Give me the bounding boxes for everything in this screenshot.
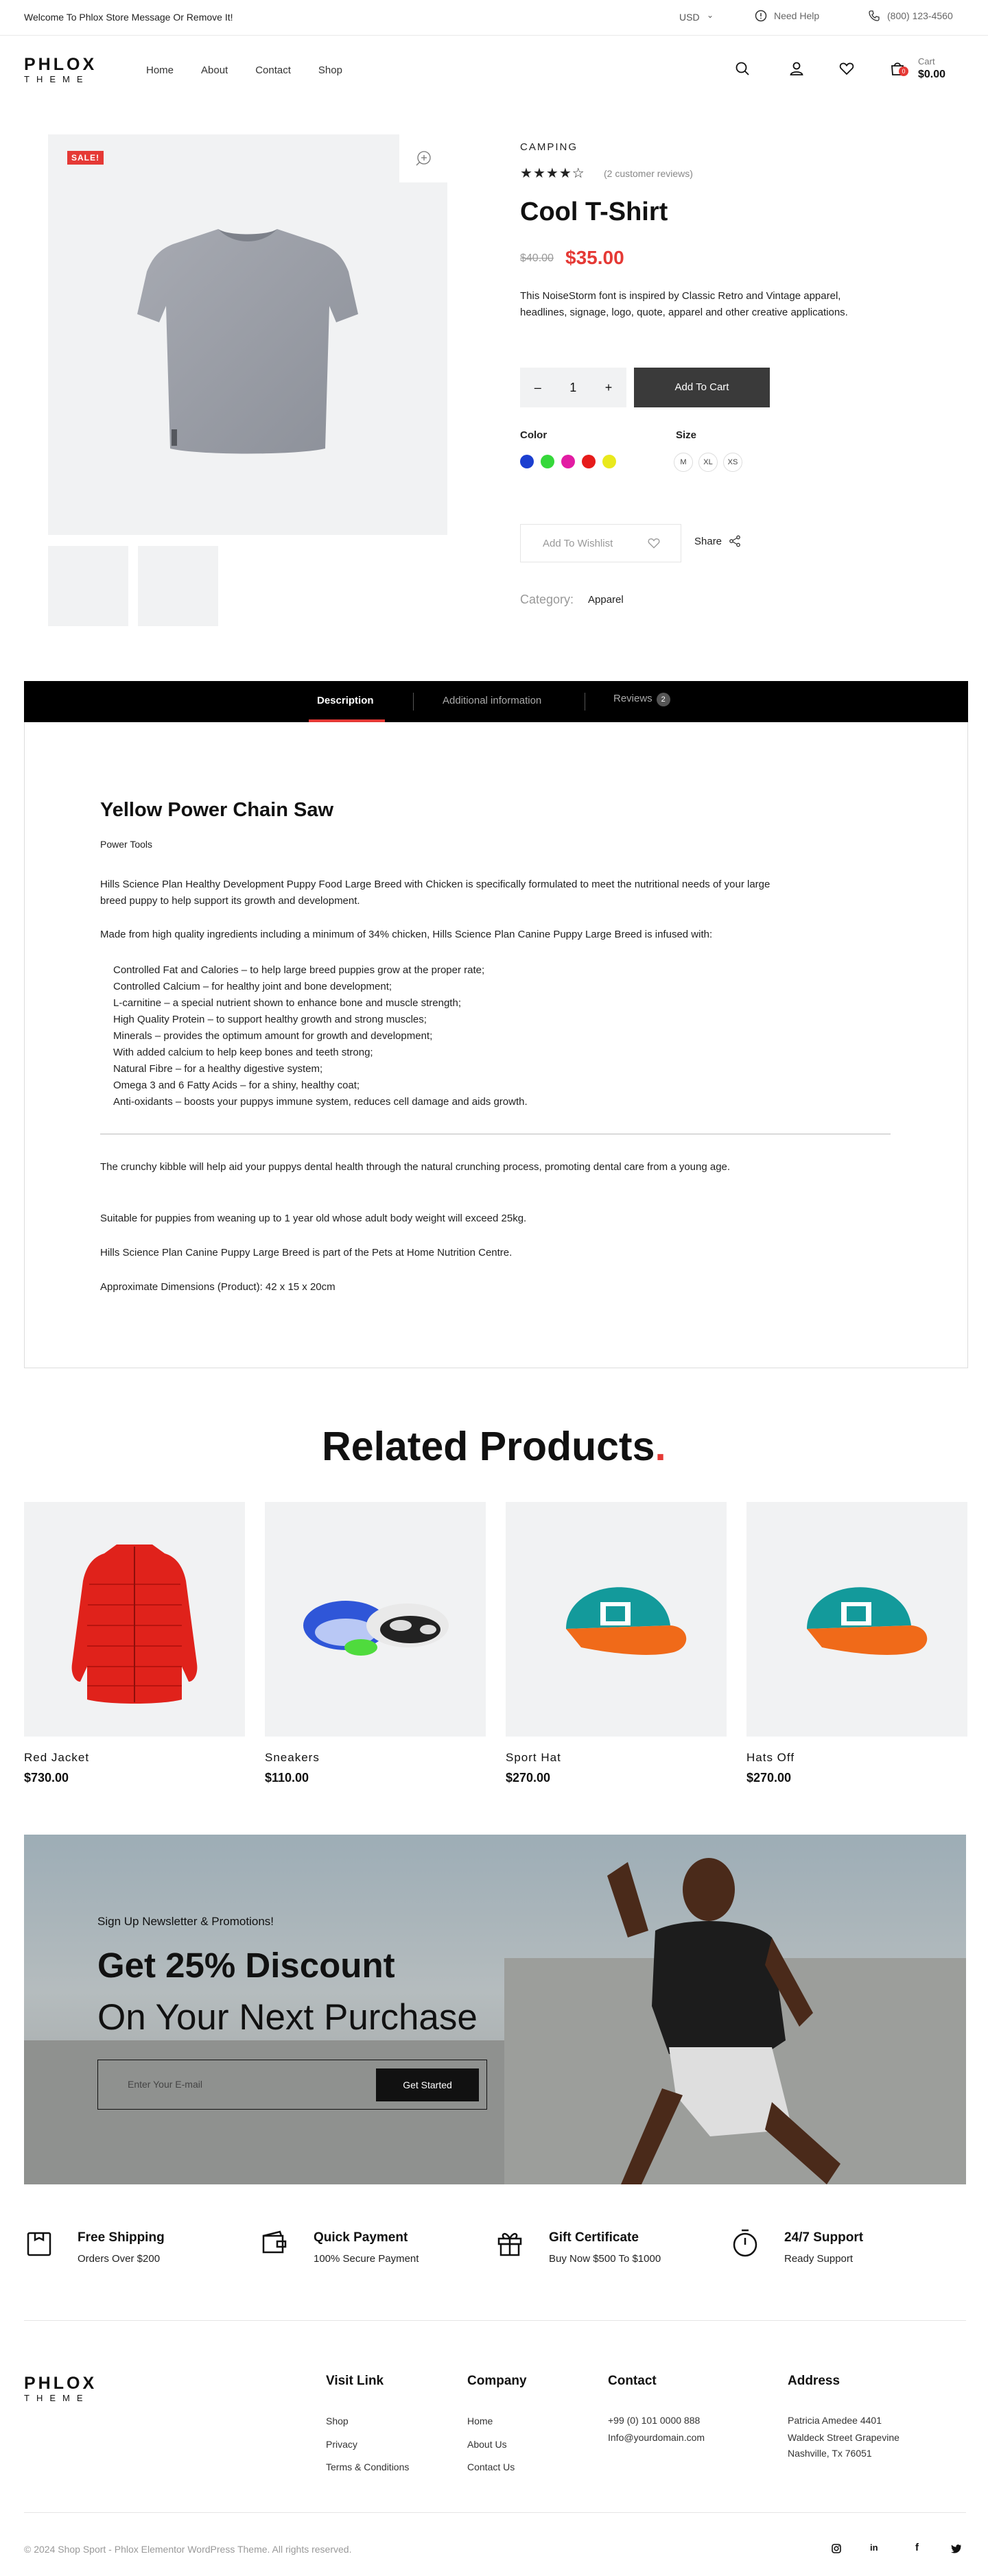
tab-reviews-label: Reviews bbox=[613, 693, 652, 704]
footer-link[interactable]: Home bbox=[467, 2416, 493, 2426]
zoom-icon bbox=[414, 150, 434, 169]
copyright: © 2024 Shop Sport - Phlox Elementor WordPress Theme. All rights reserved. bbox=[24, 2544, 352, 2555]
search-icon[interactable] bbox=[734, 60, 751, 77]
qty-value[interactable]: 1 bbox=[569, 380, 577, 394]
list-item: Natural Fibre – for a healthy digestive system; bbox=[113, 1063, 323, 1075]
wallet-icon bbox=[259, 2228, 290, 2258]
footer-address-line: Waldeck Street Grapevine bbox=[788, 2432, 899, 2443]
footer-heading-contact: Contact bbox=[608, 2374, 657, 2388]
hats-off-image bbox=[746, 1502, 967, 1737]
need-help-label: Need Help bbox=[774, 10, 820, 21]
star-icon: ★ bbox=[558, 166, 572, 181]
list-item: Controlled Calcium – for healthy joint and bone development; bbox=[113, 981, 392, 992]
list-item: Controlled Fat and Calories – to help large breed puppies grow at the proper rate; bbox=[113, 964, 485, 976]
tab-additional-information[interactable]: Additional information bbox=[443, 695, 542, 706]
welcome-message: Welcome To Phlox Store Message Or Remove It! bbox=[24, 12, 233, 23]
footer-link[interactable]: Terms & Conditions bbox=[326, 2461, 410, 2472]
sale-badge: SALE! bbox=[67, 151, 104, 165]
feature-subtitle: Orders Over $200 bbox=[78, 2253, 161, 2265]
instagram-icon[interactable] bbox=[831, 2543, 842, 2554]
footer-email[interactable]: Info@yourdomain.com bbox=[608, 2432, 705, 2443]
footer-link[interactable]: Privacy bbox=[326, 2439, 357, 2450]
logo-line1: PHLOX bbox=[24, 55, 97, 74]
footer-heading-visit: Visit Link bbox=[326, 2374, 384, 2388]
details-paragraph: Suitable for puppies from weaning up to 1 year old whose adult body weight will exceed 25kg. bbox=[100, 1213, 527, 1224]
list-item: Anti-oxidants – boosts your puppys immune system, reduces cell damage and aids growth. bbox=[113, 1096, 528, 1108]
footer-divider bbox=[24, 2512, 966, 2513]
nav-about[interactable]: About bbox=[201, 64, 228, 76]
section-divider bbox=[24, 2320, 966, 2321]
wishlist-label: Add To Wishlist bbox=[543, 537, 613, 549]
feature-title: Gift Certificate bbox=[549, 2230, 639, 2245]
phone-link[interactable] bbox=[868, 10, 953, 22]
info-icon bbox=[755, 10, 767, 22]
nav-contact[interactable]: Contact bbox=[255, 64, 291, 76]
product-main-image[interactable] bbox=[48, 134, 447, 535]
details-paragraph: Hills Science Plan Healthy Development Puppy Food Large Breed with Chicken is specifically formulated to meet the nutritional needs of your large breed puppy to help support its growth and development. bbox=[100, 879, 771, 907]
details-list bbox=[113, 962, 528, 1110]
zoom-button[interactable] bbox=[399, 134, 447, 182]
qty-plus-button[interactable]: + bbox=[604, 380, 613, 394]
red-jacket-image bbox=[24, 1502, 245, 1737]
footer-phone[interactable]: +99 (0) 101 0000 888 bbox=[608, 2415, 701, 2426]
tab-reviews[interactable] bbox=[613, 693, 670, 706]
product-thumbnail[interactable] bbox=[138, 546, 218, 626]
size-option-m[interactable]: M bbox=[674, 453, 693, 472]
add-to-cart-button[interactable]: Add To Cart bbox=[634, 368, 770, 407]
need-help-link[interactable] bbox=[755, 10, 819, 22]
phone-number: (800) 123-4560 bbox=[887, 10, 953, 21]
color-swatch-green[interactable] bbox=[541, 455, 554, 468]
details-paragraph: Approximate Dimensions (Product): 42 x 15 x 20cm bbox=[100, 1281, 336, 1293]
color-label: Color bbox=[520, 429, 548, 441]
color-swatch-pink[interactable] bbox=[561, 455, 575, 468]
site-logo[interactable] bbox=[24, 56, 97, 85]
add-to-wishlist-button[interactable] bbox=[520, 524, 681, 562]
currency-selector[interactable]: USD bbox=[679, 12, 700, 23]
tab-description[interactable]: Description bbox=[317, 695, 374, 706]
list-item: Omega 3 and 6 Fatty Acids – for a shiny, healthy coat; bbox=[113, 1080, 360, 1091]
nav-home[interactable]: Home bbox=[146, 64, 174, 76]
product-card-image[interactable] bbox=[506, 1502, 727, 1737]
feature-title: 24/7 Support bbox=[784, 2230, 864, 2245]
feature-subtitle: Ready Support bbox=[784, 2253, 854, 2265]
heart-icon[interactable] bbox=[838, 60, 855, 77]
feature-subtitle: Buy Now $500 To $1000 bbox=[549, 2253, 661, 2265]
related-title-dot: . bbox=[655, 1424, 666, 1469]
product-card-price: $730.00 bbox=[24, 1771, 69, 1785]
footer-heading-company: Company bbox=[467, 2374, 527, 2388]
reviews-count-badge: 2 bbox=[657, 693, 670, 706]
main-nav bbox=[146, 64, 370, 76]
logo-line1: PHLOX bbox=[24, 2374, 97, 2393]
share-icon bbox=[729, 535, 741, 547]
size-option-xl[interactable]: XL bbox=[698, 453, 718, 472]
quantity-stepper bbox=[520, 368, 626, 407]
star-icon: ★ bbox=[532, 166, 546, 181]
product-card-image[interactable] bbox=[265, 1502, 486, 1737]
details-subtitle: Power Tools bbox=[100, 839, 153, 850]
qty-minus-button[interactable]: – bbox=[534, 380, 541, 394]
facebook-icon[interactable]: f bbox=[915, 2542, 919, 2553]
newsletter-subheadline: On Your Next Purchase bbox=[97, 1997, 478, 2038]
cart-total[interactable]: $0.00 bbox=[918, 69, 946, 80]
category-link[interactable]: Apparel bbox=[588, 594, 624, 606]
share-label: Share bbox=[694, 535, 722, 547]
color-swatch-red[interactable] bbox=[582, 455, 596, 468]
footer-link[interactable]: Contact Us bbox=[467, 2461, 515, 2472]
footer-logo[interactable] bbox=[24, 2375, 97, 2404]
get-started-button[interactable]: Get Started bbox=[376, 2068, 479, 2101]
size-label: Size bbox=[676, 429, 697, 441]
email-field[interactable]: Enter Your E-mail bbox=[128, 2079, 202, 2090]
footer-address-line: Nashville, Tx 76051 bbox=[788, 2448, 872, 2459]
list-item: High Quality Protein – to support healthy growth and strong muscles; bbox=[113, 1014, 427, 1025]
feature-title: Quick Payment bbox=[314, 2230, 408, 2245]
product-card-price: $270.00 bbox=[746, 1771, 792, 1785]
twitter-icon[interactable] bbox=[951, 2543, 962, 2554]
cart-label: Cart bbox=[918, 56, 935, 67]
tshirt-image bbox=[48, 134, 447, 535]
sneakers-image bbox=[265, 1502, 486, 1737]
footer-address-line: Patricia Amedee 4401 bbox=[788, 2415, 882, 2426]
star-empty-icon: ☆ bbox=[572, 166, 585, 181]
product-card-name[interactable]: Sport Hat bbox=[506, 1751, 561, 1764]
list-item: L-carnitine – a special nutrient shown to enhance bone and muscle strength; bbox=[113, 997, 461, 1009]
gift-icon bbox=[495, 2228, 525, 2258]
linkedin-icon[interactable]: in bbox=[870, 2542, 878, 2553]
product-thumbnail[interactable] bbox=[48, 546, 128, 626]
color-swatch-yellow[interactable] bbox=[602, 455, 616, 468]
related-title-text: Related Products bbox=[322, 1424, 655, 1469]
sport-hat-image bbox=[506, 1502, 727, 1737]
feature-title: Free Shipping bbox=[78, 2230, 165, 2245]
product-card-image[interactable] bbox=[24, 1502, 245, 1737]
footer-heading-address: Address bbox=[788, 2374, 840, 2388]
product-card-price: $270.00 bbox=[506, 1771, 551, 1785]
newsletter-kicker: Sign Up Newsletter & Promotions! bbox=[97, 1915, 274, 1928]
details-paragraph: Hills Science Plan Canine Puppy Large Breed is part of the Pets at Home Nutrition Centre. bbox=[100, 1247, 513, 1259]
active-tab-indicator bbox=[309, 719, 385, 722]
product-card-name[interactable]: Red Jacket bbox=[24, 1751, 90, 1764]
details-paragraph: The crunchy kibble will help aid your puppys dental health through the natural crunching process, promoting dental care from a young age. bbox=[100, 1161, 731, 1173]
related-products-title bbox=[0, 1423, 988, 1470]
product-card-name[interactable]: Sneakers bbox=[265, 1751, 320, 1764]
star-icon: ★ bbox=[545, 166, 559, 181]
product-card-price: $110.00 bbox=[265, 1771, 309, 1785]
chevron-down-icon[interactable]: ⌄ bbox=[707, 10, 714, 20]
product-category[interactable]: CAMPING bbox=[520, 141, 578, 153]
newsletter-headline: Get 25% Discount bbox=[97, 1946, 395, 1985]
nav-shop[interactable]: Shop bbox=[318, 64, 342, 76]
logo-line2: THEME bbox=[24, 2393, 90, 2403]
footer-link[interactable]: Shop bbox=[326, 2416, 349, 2426]
category-label: Category: bbox=[520, 593, 574, 606]
stopwatch-icon bbox=[730, 2228, 760, 2258]
logo-line2: THEME bbox=[24, 74, 90, 84]
tab-divider bbox=[413, 693, 414, 711]
color-swatch-blue[interactable] bbox=[520, 455, 534, 468]
footer-link[interactable]: About Us bbox=[467, 2439, 507, 2450]
list-item: Minerals – provides the optimum amount for growth and development; bbox=[113, 1030, 433, 1042]
star-icon: ★ bbox=[520, 166, 533, 181]
star-rating bbox=[520, 165, 585, 182]
size-option-xs[interactable]: XS bbox=[723, 453, 742, 472]
share-button[interactable] bbox=[694, 535, 741, 547]
product-description: This NoiseStorm font is inspired by Classic Retro and Vintage apparel, headlines, signage, logo, quote, apparel and other creative applications. bbox=[520, 290, 848, 318]
heart-icon bbox=[647, 536, 661, 550]
details-paragraph: Made from high quality ingredients including a minimum of 34% chicken, Hills Science Plan Canine Puppy Large Breed is infused with: bbox=[100, 929, 713, 940]
sale-price: $35.00 bbox=[565, 247, 624, 268]
feature-subtitle: 100% Secure Payment bbox=[314, 2253, 419, 2265]
phone-icon bbox=[868, 10, 880, 22]
product-card-name[interactable]: Hats Off bbox=[746, 1751, 795, 1764]
reviews-link[interactable]: (2 customer reviews) bbox=[604, 168, 693, 179]
package-icon bbox=[24, 2228, 54, 2258]
user-icon[interactable] bbox=[788, 60, 805, 77]
list-item: With added calcium to help keep bones and teeth strong; bbox=[113, 1047, 373, 1058]
cart-count-badge: 0 bbox=[899, 67, 908, 76]
product-card-image[interactable] bbox=[746, 1502, 967, 1737]
old-price: $40.00 bbox=[520, 252, 554, 264]
top-bar bbox=[0, 0, 988, 36]
product-title: Cool T-Shirt bbox=[520, 198, 668, 226]
details-title: Yellow Power Chain Saw bbox=[100, 799, 334, 821]
